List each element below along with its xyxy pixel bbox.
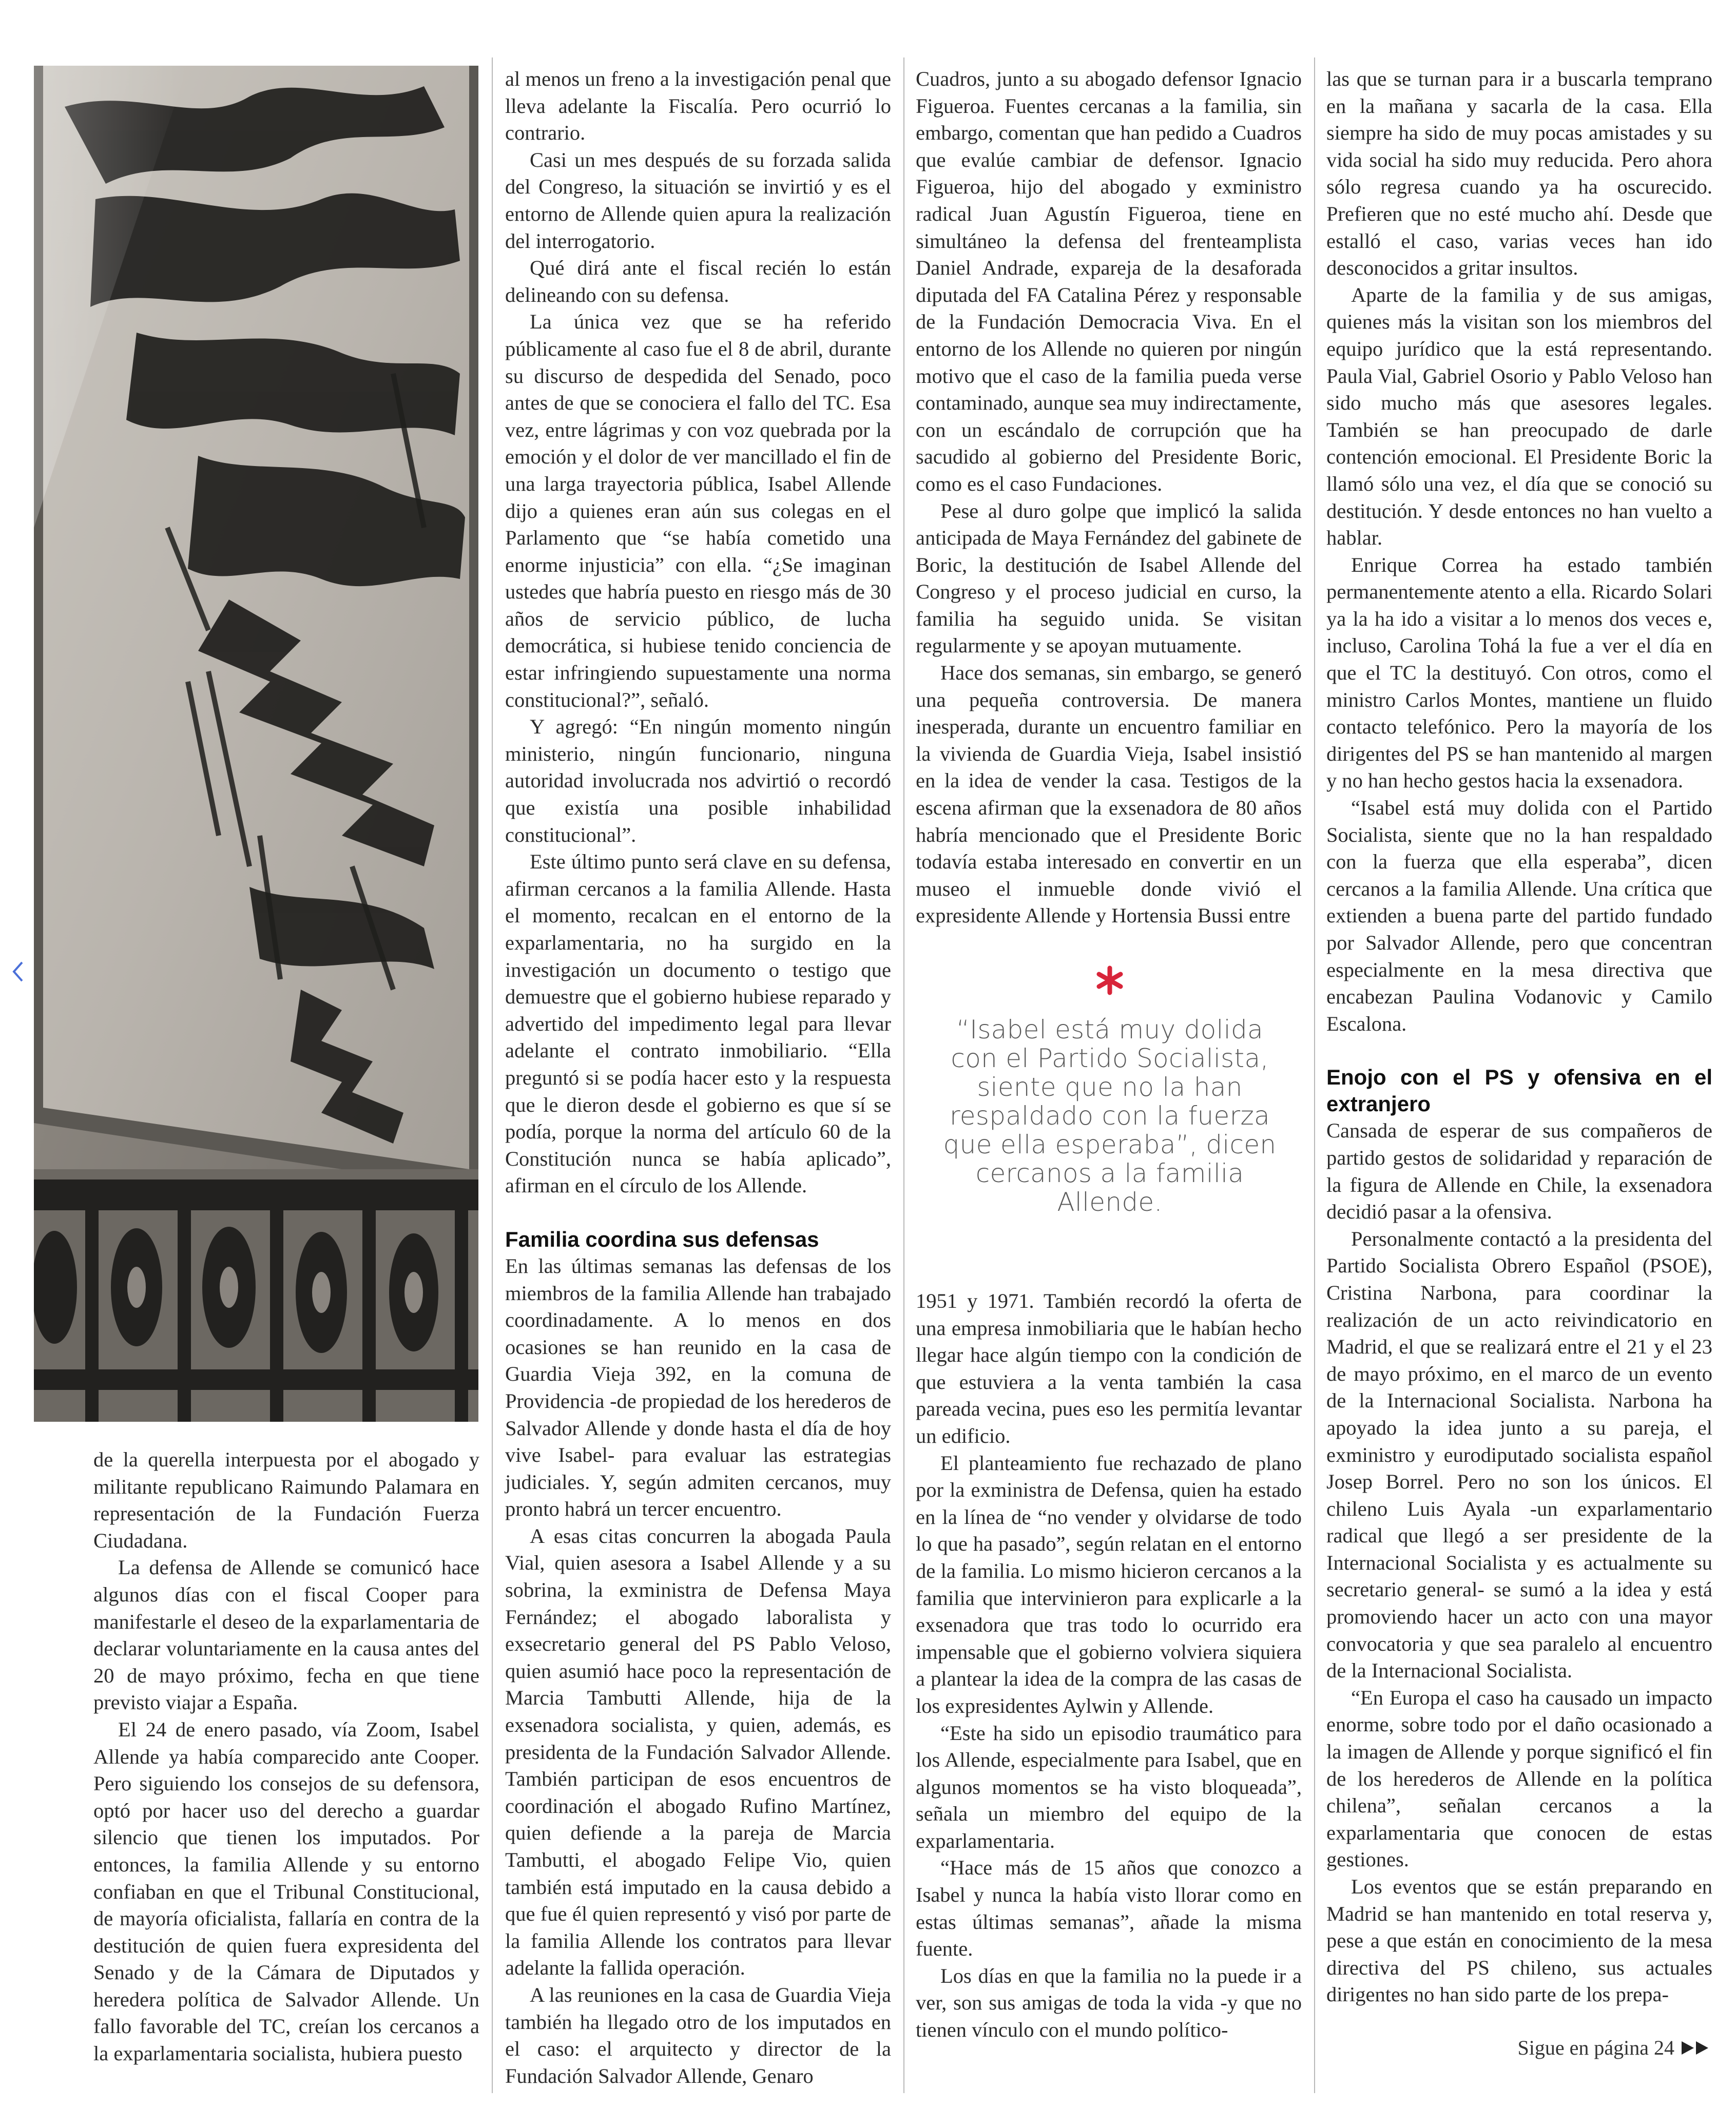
paragraph: “En Europa el caso ha causado un impacto enorme, sobre todo por el daño ocasionado a la imagen de Allende y porque significó el fin de los herederos de Allende en la política chilena”, señalan cercanos a la exparlamentaria que conocen de estas gestiones.: [1326, 1686, 1712, 1871]
article-photo: [34, 66, 478, 1422]
pull-quote-text: “Isabel está muy dolida con el Partido Socialista, siente que no la han respaldado con la fuerza que ella esperaba”, dicen cercanos a la familia Allende.: [943, 1015, 1277, 1217]
article-column-4: [1326, 66, 1712, 2008]
paragraph: En las últimas semanas las defensas de los miembros de la familia Allende han trabajado coordinadamente. A lo menos en dos ocasiones se han reunido en la casa de Guardia Vieja 392, en la comuna de Providencia -de propiedad de los herederos de Salvador Allende y donde hasta el día de hoy vive Isabel- para evaluar las estrategias judiciales. Y, según admiten cercanos, muy pronto habrá un tercer encuentro.: [505, 1254, 891, 1521]
column-divider: [903, 57, 904, 2093]
paragraph: A esas citas concurren la abogada Paula Vial, quien asesora a Isabel Allende y a su sobrina, la exministra de Defensa Maya Fernández; el abogado laboralista y exsecretario general del PS Pablo Veloso, quien asumió hace poco la representación de Marcia Tambutti Allende, hija de la exsenadora socialista, y quien, además, es presidenta de la Fundación Salvador Allende. También participan de esos encuentros de coordinación el abogado Rufino Martínez, quien defiende a la pareja de Marcia Tambutti, el abogado Felipe Vio, quien también está imputado en la causa debido a que fue él quien representó y visó por parte de la familia Allende los contratos para llevar adelante la fallida operación.: [505, 1524, 891, 1980]
artwork-photo: [34, 66, 478, 1422]
paragraph: A las reuniones en la casa de Guardia Vieja también ha llegado otro de los imputados en el caso: el arquitecto y director de la Fundación Salvador Allende, Genaro: [505, 1983, 891, 2087]
paragraph: Aparte de la familia y de sus amigas, quienes más la visitan son los miembros del equipo jurídico que la está representando. Paula Vial, Gabriel Osorio y Pablo Veloso han sido mucho más que asesores legales. También se han preocupado de darle contención emocional. El Presidente Boric la llamó sólo una vez, el día que se conoció su destitución. Y desde entonces no han vuelto a hablar.: [1326, 283, 1712, 550]
paragraph: las que se turnan para ir a buscarla temprano en la mañana y sacarla de la casa. Ella siempre ha sido de muy pocas amistades y su vida social ha sido muy reducida. Pero ahora sólo regresa cuando ya ha oscurecido. Prefieren que no esté mucho ahí. Desde que estalló el caso, varias veces han ido desconocidos a gritar insultos.: [1326, 67, 1712, 280]
paragraph: Hace dos semanas, sin embargo, se generó una pequeña controversia. De manera inesperada, durante un encuentro familiar en la vivienda de Guardia Vieja, Isabel insistió en la idea de vender la casa. Testigos de la escena afirman que la exsenadora de 80 años habría mencionado que el Presidente Boric todavía estaba interesado en convertir en un museo el inmueble donde vivió el expresidente Allende y Hortensia Bussi entre: [916, 661, 1302, 927]
paragraph: Los días en que la familia no la puede ir a ver, son sus amigas de toda la vida -y que no tienen vínculo con el mundo político-: [916, 1964, 1302, 2042]
paragraph: “Hace más de 15 años que conozco a Isabel y nunca la había visto llorar como en estas últimas semanas”, añade la misma fuente.: [916, 1856, 1302, 1961]
chevron-left-icon: [11, 960, 24, 983]
paragraph: Cuadros, junto a su abogado defensor Ignacio Figueroa. Fuentes cercanas a la familia, sin embargo, comentan que han pedido a Cuadros que evalúe cambiar de defensor. Ignacio Figueroa, hijo del abogado y exministro radical Juan Agustín Figueroa, tiene en simultáneo la defensa del frenteamplista Daniel Andrade, expareja de la desaforada diputada del FA Catalina Pérez y responsable de la Fundación Democracia Viva. En el entorno de los Allende no quieren por ningún motivo que el caso de la familia pueda verse contaminado, aunque sea muy indirectamente, con un escándalo de corrupción que ha sacudido al gobierno del Presidente Boric, como es el caso Fundaciones.: [916, 67, 1302, 495]
paragraph: Qué dirá ante el fiscal recién lo están delineando con su defensa.: [505, 256, 891, 306]
pull-quote: [937, 965, 1282, 1216]
section-heading: Enojo con el PS y ofensiva en el extranjero: [1326, 1065, 1712, 1116]
paragraph: Este último punto será clave en su defensa, afirman cercanos a la familia Allende. Hasta el momento, recalcan en el entorno de la exparlamentaria, no ha surgido en la investigación un documento o testigo que demuestre que el gobierno hubiese reparado y advertido del impedimento legal para llevar adelante el contrato inmobiliario. “Ella preguntó si se podía hacer esto y la respuesta que le dieron desde el gobierno es que sí se podía, porque la norma del artículo 60 de la Constitución nunca se había aplicado”, afirman en el círculo de los Allende.: [505, 850, 891, 1197]
paragraph: Personalmente contactó a la presidenta del Partido Socialista Obrero Español (PSOE), Cristina Narbona, para coordinar la realización de un acto reivindicatorio en Madrid, el que se realizará entre el 21 y el 23 de mayo próximo, en el marco de un evento de la Internacional Socialista. Narbona ha apoyado la idea junto a su pareja, el exministro y eurodiputado socialista español Josep Borrel. Pero no son los únicos. El chileno Luis Ayala -un exparlamentario radical que llegó a ser presidente de la Internacional Socialista y es actualmente su secretario general- se sumó a la idea y está promoviendo hacer un acto con una mayor convocatoria y que sea paralelo al encuentro de la Internacional Socialista.: [1326, 1227, 1712, 1682]
paragraph: Enrique Correa ha estado también permanentemente atento a ella. Ricardo Solari ya la ha ido a visitar a lo menos dos veces e, incluso, Carolina Tohá la fue a ver el día en que el TC la destituyó. Con otros, como el ministro Carlos Montes, mantiene un fluido contacto telefónico. Pero la mayoría de los dirigentes del PS se han mantenido al margen y no han hecho gestos hacia la exsenadora.: [1326, 553, 1712, 792]
paragraph: de la querella interpuesta por el abogado y militante republicano Raimundo Palamara en representación de la Fundación Fuerza Ciudadana.: [93, 1448, 479, 1552]
page-edge: [0, 0, 25, 2108]
paragraph: al menos un freno a la investigación penal que lleva adelante la Fiscalía. Pero ocurrió lo contrario.: [505, 67, 891, 145]
column-divider: [492, 57, 493, 2093]
article-column-3: [916, 66, 1302, 930]
paragraph: “Isabel está muy dolida con el Partido Socialista, siente que no la han respaldado con la fuerza que ella esperaba”, dicen cercanos a la familia Allende. Una crítica que extienden a buena parte del partido fundado por Salvador Allende, pero que concentran especialmente en la mesa directiva que encabezan Paulina Vodanovic y Camilo Escalona.: [1326, 796, 1712, 1035]
double-play-arrow-icon: [1682, 2040, 1709, 2056]
continue-link[interactable]: [1518, 2036, 1710, 2060]
section-heading: Familia coordina sus defensas: [505, 1227, 819, 1251]
paragraph: Y agregó: “En ningún momento ningún ministerio, ningún funcionario, ninguna autoridad involucrada nos advirtió o recordó que existía una posible inhabilidad constitucional”.: [505, 715, 891, 846]
paragraph: Casi un mes después de su forzada salida del Congreso, la situación se invirtió y es el entorno de Allende quien apura la realización del interrogatorio.: [505, 148, 891, 253]
paragraph: El planteamiento fue rechazado de plano por la exministra de Defensa, quien ha estado en la línea de “no vender y olvidarse de todo lo que ha pasado”, según relatan en el entorno de la familia. Lo mismo hicieron cercanos a la familia que intervinieron para explicarle a la exsenadora que tras todo lo ocurrido era impensable que el gobierno volviera siquiera a plantear la idea de la compra de las casas de los expresidentes Aylwin y Allende.: [916, 1451, 1302, 1717]
paragraph: La única vez que se ha referido públicamente al caso fue el 8 de abril, durante su discurso de despedida del Senado, poco antes de que se conociera el fallo del TC. Esa vez, entre lágrimas y con voz quebrada por la emoción y el dolor de ver mancillado el fin de una larga trayectoria pública, Isabel Allende dijo a quienes eran aún sus colegas en el Parlamento que “se había cometido una enorme injusticia” con ella. “¿Se imaginan ustedes que habría puesto en riesgo más de 30 años de servicio público, de lucha democrática, si hubiese tenido conciencia de estar infringiendo supuestamente una norma constitucional?”, señaló.: [505, 310, 891, 711]
article-column-2: [505, 66, 891, 2090]
article-column-3-continued: [916, 1288, 1302, 2044]
paragraph: Cansada de esperar de sus compañeros de partido gestos de solidaridad y reparación de la figura de Allende en Chile, la exsenadora decidió pasar a la ofensiva.: [1326, 1119, 1712, 1224]
paragraph: El 24 de enero pasado, vía Zoom, Isabel Allende ya había comparecido ante Cooper. Pero siguiendo los consejos de su defensora, optó por hacer uso del derecho a guardar silencio que tienen los imputados. Por entonces, la familia Allende y su entorno confiaban en que el Tribunal Constitucional, de mayoría oficialista, fallaría en contra de la destitución de quien fuera expresidenta del Senado y de la Cámara de Diputados y heredera política de Salvador Allende. Un fallo favorable del TC, creían los cercanos a la exparlamentaria socialista, hubiera puesto: [93, 1717, 479, 2065]
paragraph: Los eventos que se están preparando en Madrid se han mantenido en total reserva y, pese a que están en conocimiento de la mesa directiva del PS chileno, sus actuales dirigentes no han sido parte de los prepa-: [1326, 1875, 1712, 2006]
paragraph: 1951 y 1971. También recordó la oferta de una empresa inmobiliaria que le habían hecho llegar hace algún tiempo con la condición de que estuviera a la venta también la casa pareada vecina, pues eso les permitía levantar un edificio.: [916, 1289, 1302, 1447]
continue-label: Sigue en página 24: [1517, 2036, 1674, 2059]
column-divider: [1314, 57, 1315, 2093]
article-column-1: [93, 1446, 479, 2067]
paragraph: “Este ha sido un episodio traumático para los Allende, especialmente para Isabel, que en algunos momentos se ha visto bloqueada”, señala un miembro del equipo de la exparlamentaria.: [916, 1721, 1302, 1852]
paragraph: La defensa de Allende se comunicó hace algunos días con el fiscal Cooper para manifestarle el deseo de la exparlamentaria de declarar voluntariamente en la causa antes del 20 de mayo próximo, fecha en que tiene previsto viajar a España.: [93, 1556, 479, 1714]
prev-page-button[interactable]: [7, 954, 28, 990]
asterisk-icon: [1094, 965, 1125, 996]
paragraph: Pese al duro golpe que implicó la salida anticipada de Maya Fernández del gabinete de Boric, la destitución de Isabel Allende del Congreso y el proceso judicial en curso, la familia ha seguido unida. Se visitan regularmente y se apoyan mutuamente.: [916, 499, 1302, 657]
